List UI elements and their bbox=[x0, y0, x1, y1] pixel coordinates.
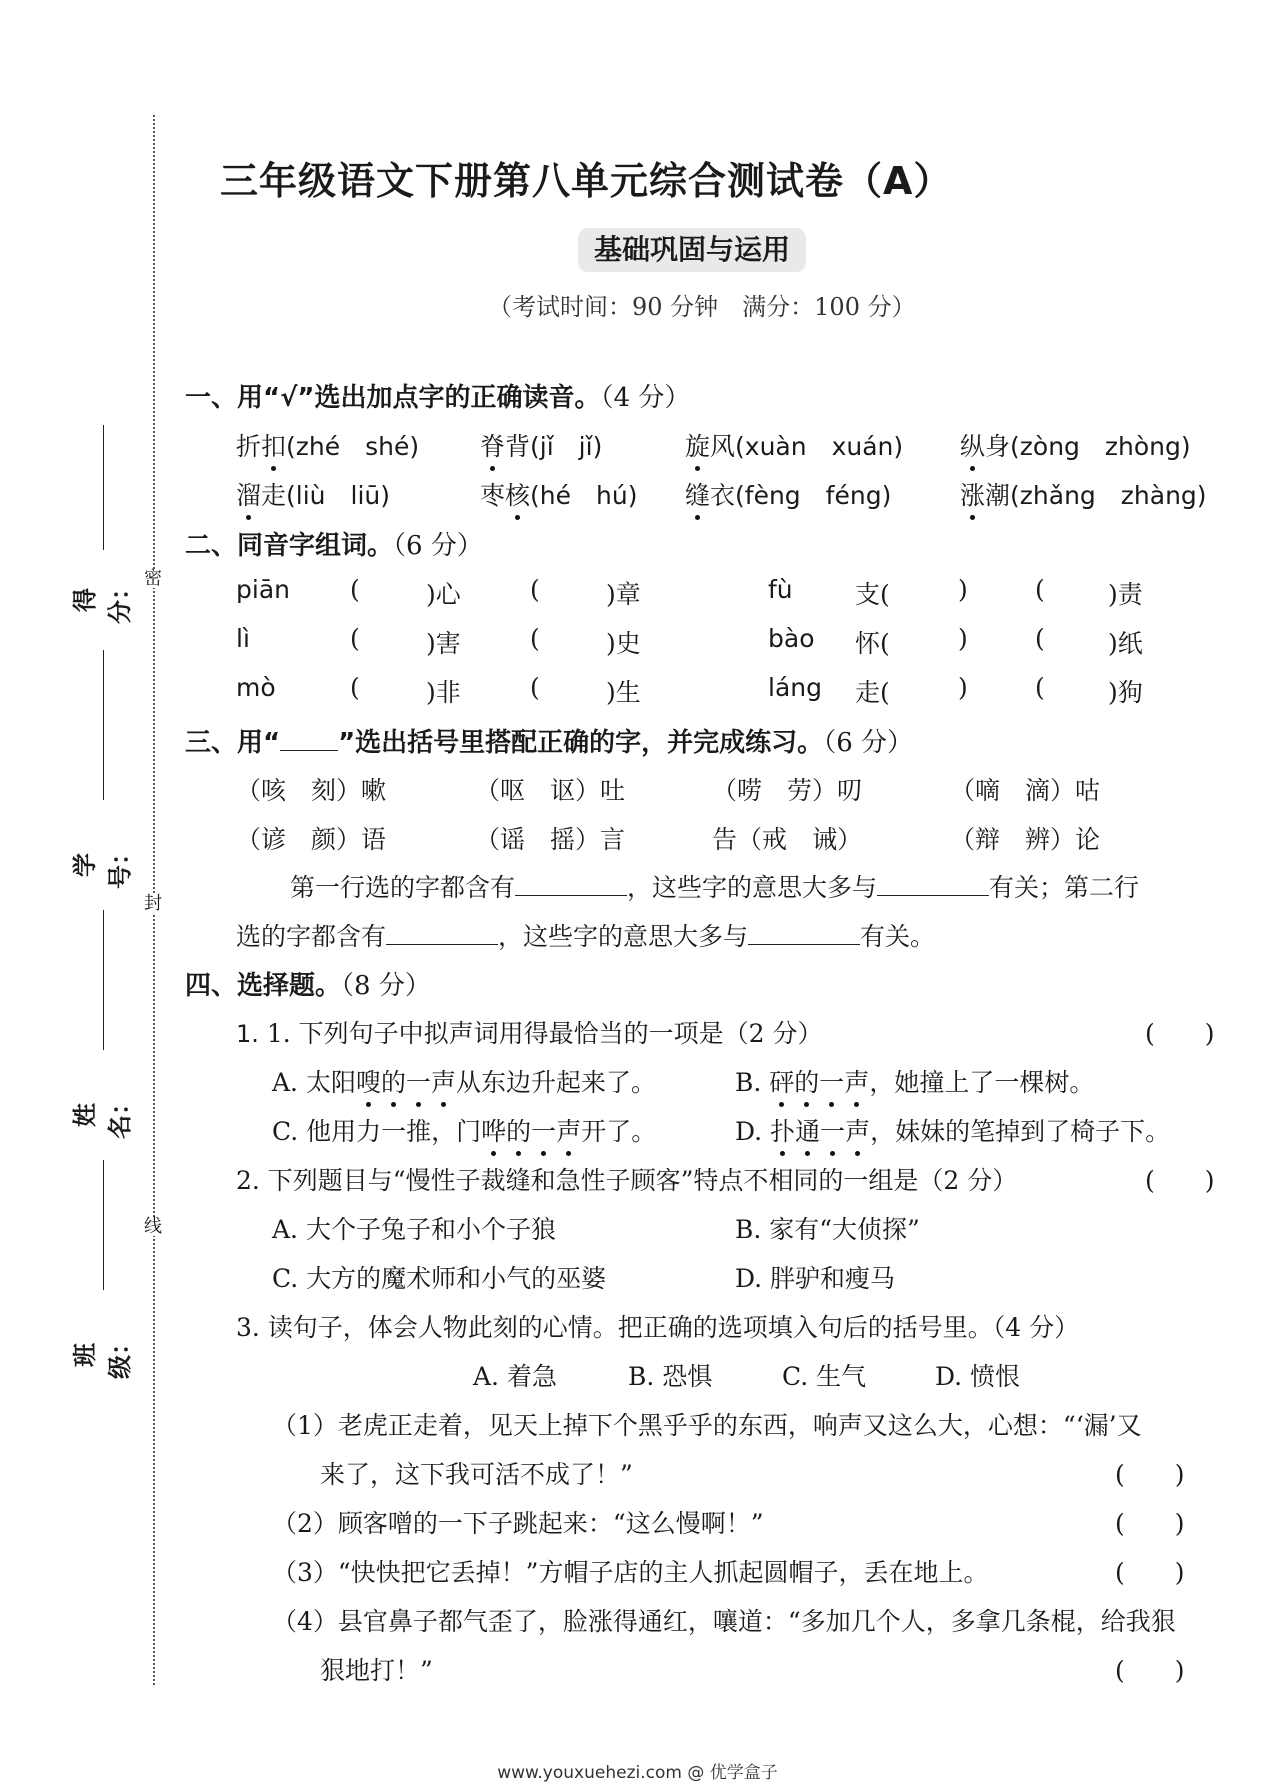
q2-blank-open[interactable]: ( bbox=[350, 624, 360, 653]
q2-blank-close: )纸 bbox=[1108, 629, 1143, 658]
answer-paren[interactable]: ( ) bbox=[1115, 1558, 1185, 1587]
q1-item: 溜走(liù liū) bbox=[236, 476, 390, 512]
q2-pinyin: láng bbox=[768, 673, 822, 702]
q3-choice[interactable]: （嘀 滴）咕 bbox=[950, 776, 1101, 805]
q2-blank-close: )责 bbox=[1108, 580, 1143, 609]
answer-paren[interactable]: ( ) bbox=[1115, 1656, 1185, 1685]
q2-blank-close: )非 bbox=[426, 678, 461, 707]
emphasis-char: 声 bbox=[845, 1112, 870, 1148]
emphasis-char: 声 bbox=[844, 1063, 869, 1099]
q4-3-choice-c: C. 生气 bbox=[782, 1362, 867, 1391]
q4-heading: 四、选择题。（8 分） bbox=[185, 971, 431, 1001]
q4-3-choice-a: A. 着急 bbox=[473, 1362, 557, 1391]
q2-blank-close: )心 bbox=[426, 580, 461, 609]
q4-1-option-a: A. 太阳嗖的一声从东边升起来了。 bbox=[272, 1063, 656, 1099]
q1-item: 旋风(xuàn xuán) bbox=[685, 427, 903, 463]
q2-blank-open[interactable]: ( bbox=[1035, 575, 1045, 604]
q3-choice[interactable]: （辩 辨）论 bbox=[950, 825, 1101, 854]
q2-blank-open[interactable]: ( bbox=[350, 673, 360, 702]
emphasis-char: 声 bbox=[556, 1112, 581, 1148]
q2-blank-close: )狗 bbox=[1108, 678, 1143, 707]
q3-choice[interactable]: （谚 颜）语 bbox=[236, 825, 387, 854]
score-blank-line bbox=[103, 425, 104, 550]
seal-char-feng: 封 bbox=[144, 893, 162, 914]
q1-item: 纵身(zòng zhòng) bbox=[960, 427, 1191, 463]
q2-blank-open[interactable]: 支( bbox=[855, 580, 890, 609]
q1-item: 缝衣(fèng féng) bbox=[685, 476, 891, 512]
emphasis-char: 哗 bbox=[481, 1112, 506, 1148]
name-label: 姓名： bbox=[71, 1091, 134, 1139]
q4-3-sentence-4-cont: 狠地打！” bbox=[320, 1656, 433, 1685]
emphasis-char: 通 bbox=[795, 1112, 820, 1148]
seal-char-mi: 密 bbox=[144, 568, 162, 589]
q4-3-stem: 3. 读句子，体会人物此刻的心情。把正确的选项填入句后的括号里。（4 分） bbox=[236, 1313, 1080, 1342]
q3-paragraph-line1: 第一行选的字都含有 ，这些字的意思大多与 有关；第二行 bbox=[290, 873, 1140, 902]
q4-3-sentence-4: （4）县官鼻子都气歪了，脸涨得通红，嚷道：“多加几个人，多拿几条棍，给我狠 bbox=[272, 1607, 1176, 1636]
class-label: 班级： bbox=[71, 1331, 134, 1379]
answer-paren[interactable]: ( ) bbox=[1145, 1019, 1215, 1048]
underline-sample bbox=[280, 730, 338, 751]
emphasis-char: 的 bbox=[506, 1112, 531, 1148]
q2-pinyin: piān bbox=[236, 575, 290, 604]
q2-pinyin: fù bbox=[768, 575, 793, 604]
score-label: 得分： bbox=[71, 576, 134, 624]
emphasis-char: 一 bbox=[406, 1063, 431, 1099]
q1-item: 折扣(zhé shé) bbox=[236, 427, 419, 463]
emphasis-char: 的 bbox=[794, 1063, 819, 1099]
answer-paren[interactable]: ( ) bbox=[1145, 1166, 1215, 1195]
seal-char-xian: 线 bbox=[144, 1216, 162, 1237]
q4-2-option-d: D. 胖驴和瘦马 bbox=[735, 1264, 896, 1293]
q4-3-choice-d: D. 愤恨 bbox=[935, 1362, 1021, 1391]
footer-watermark: www.youxuehezi.com @ 优学盒子 bbox=[497, 1763, 778, 1783]
exam-subtitle: 基础巩固与运用 bbox=[578, 228, 806, 272]
q2-blank-close: )史 bbox=[606, 629, 641, 658]
q4-1-option-b: B. 砰的一声，她撞上了一棵树。 bbox=[735, 1063, 1094, 1099]
q1-item: 脊背(jǐ jǐ) bbox=[480, 427, 602, 463]
emphasis-char: 砰 bbox=[769, 1063, 794, 1099]
q1-item: 枣核(hé hú) bbox=[480, 476, 637, 512]
emphasis-char: 一 bbox=[820, 1112, 845, 1148]
q4-3-sentence-3: （3）“快快把它丢掉！”方帽子店的主人抓起圆帽子，丢在地上。 bbox=[272, 1558, 989, 1587]
q2-blank-open[interactable]: ( bbox=[1035, 624, 1045, 653]
q2-blank-close: )生 bbox=[606, 678, 641, 707]
q2-blank-close: ) bbox=[958, 673, 968, 702]
answer-paren[interactable]: ( ) bbox=[1115, 1460, 1185, 1489]
q4-2-stem: 2. 下列题目与“慢性子裁缝和急性子顾客”特点不相同的一组是（2 分） bbox=[236, 1166, 1018, 1195]
exam-info: （考试时间：90 分钟 满分：100 分） bbox=[488, 293, 916, 321]
q2-pinyin: lì bbox=[236, 624, 250, 653]
q4-1-stem: 1. 1. 下列句子中拟声词用得最恰当的一项是（2 分） bbox=[236, 1019, 823, 1048]
q4-3-sentence-1-cont: 来了，这下我可活不成了！” bbox=[320, 1460, 633, 1489]
name-blank-line bbox=[103, 910, 104, 1050]
q2-blank-open[interactable]: ( bbox=[530, 624, 540, 653]
student-id-blank-line bbox=[103, 650, 104, 800]
q2-pinyin: mò bbox=[236, 673, 276, 702]
q2-blank-open[interactable]: ( bbox=[530, 673, 540, 702]
answer-paren[interactable]: ( ) bbox=[1115, 1509, 1185, 1538]
fill-blank[interactable] bbox=[515, 871, 627, 896]
emphasis-char: 声 bbox=[431, 1063, 456, 1099]
q3-choice[interactable]: （唠 劳）叨 bbox=[712, 776, 863, 805]
q4-3-sentence-1: （1）老虎正走着，见天上掉下个黑乎乎的东西，响声又这么大，心想：“‘漏’又 bbox=[272, 1411, 1142, 1440]
emphasis-char: 一 bbox=[819, 1063, 844, 1099]
q1-item: 涨潮(zhǎng zhàng) bbox=[960, 476, 1207, 512]
q3-paragraph-line2: 选的字都含有 ，这些字的意思大多与 有关。 bbox=[236, 922, 936, 951]
q2-heading: 二、同音字组词。（6 分） bbox=[185, 531, 483, 561]
q4-2-option-c: C. 大方的魔术师和小气的巫婆 bbox=[272, 1264, 607, 1293]
q4-3-choice-b: B. 恐惧 bbox=[628, 1362, 713, 1391]
q2-blank-close: )章 bbox=[606, 580, 641, 609]
class-blank-line bbox=[103, 1160, 104, 1290]
exam-title: 三年级语文下册第八单元综合测试卷（A） bbox=[220, 159, 953, 203]
q1-heading: 一、用“√”选出加点字的正确读音。（4 分） bbox=[185, 383, 691, 413]
q3-choice[interactable]: 告（戒 诫） bbox=[712, 825, 863, 854]
q2-blank-open[interactable]: ( bbox=[1035, 673, 1045, 702]
q2-blank-open[interactable]: 走( bbox=[855, 678, 890, 707]
q2-blank-open[interactable]: ( bbox=[350, 575, 360, 604]
q2-blank-open[interactable]: 怀( bbox=[855, 629, 890, 658]
q4-2-option-b: B. 家有“大侦探” bbox=[735, 1215, 920, 1244]
q2-blank-close: ) bbox=[958, 575, 968, 604]
q4-2-option-a: A. 大个子兔子和小个子狼 bbox=[272, 1215, 556, 1244]
q2-pinyin: bào bbox=[768, 624, 815, 653]
q4-1-option-d: D. 扑通一声，妹妹的笔掉到了椅子下。 bbox=[735, 1112, 1170, 1148]
q4-3-sentence-2: （2）顾客噌的一下子跳起来：“这么慢啊！” bbox=[272, 1509, 764, 1538]
q3-heading: 三、用“ ”选出括号里搭配正确的字，并完成练习。（6 分） bbox=[185, 728, 913, 758]
student-id-label: 学号： bbox=[71, 841, 134, 889]
emphasis-char: 一 bbox=[531, 1112, 556, 1148]
fill-blank[interactable] bbox=[748, 920, 860, 945]
q4-1-option-c: C. 他用力一推，门哗的一声开了。 bbox=[272, 1112, 656, 1148]
fill-blank[interactable] bbox=[386, 920, 498, 945]
fill-blank[interactable] bbox=[877, 871, 989, 896]
q3-choice[interactable]: （谣 摇）言 bbox=[475, 825, 626, 854]
q3-choice[interactable]: （呕 讴）吐 bbox=[475, 776, 626, 805]
q2-blank-close: )害 bbox=[426, 629, 461, 658]
q3-choice[interactable]: （咳 刻）嗽 bbox=[236, 776, 387, 805]
emphasis-char: 扑 bbox=[770, 1112, 795, 1148]
emphasis-char: 嗖 bbox=[356, 1063, 381, 1099]
emphasis-char: 的 bbox=[381, 1063, 406, 1099]
q2-blank-close: ) bbox=[958, 624, 968, 653]
q2-blank-open[interactable]: ( bbox=[530, 575, 540, 604]
